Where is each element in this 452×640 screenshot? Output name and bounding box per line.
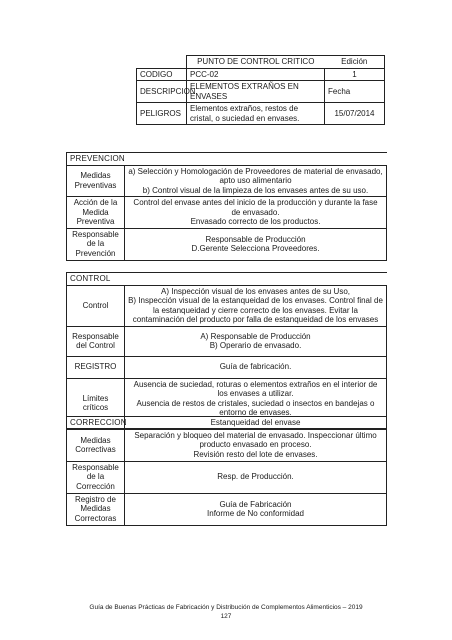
registro-content: Guía de fabricación. <box>125 356 387 378</box>
registro-medidas-content <box>125 493 387 525</box>
fecha-value: 15/07/2014 <box>325 103 385 125</box>
prevencion-table <box>66 152 387 261</box>
accion-medida-line-2: Envasado correcto de los productos. <box>190 217 321 226</box>
fecha-label: Fecha <box>325 81 385 103</box>
control-line-b: B) Inspección visual de la estanqueidad de los envases. Control final de la estanqueidad y cierre correcto de los envases. Evitar la contaminación del producto por falla de estanqueidad de los envases <box>128 296 383 324</box>
accion-medida-line-1: Control del envase antes del inicio de la producción y durante la fase de envasado. <box>133 198 378 217</box>
control-content <box>125 285 387 326</box>
edition-label: Edición <box>325 56 385 69</box>
responsable-correccion-label: Responsable de la Corrección <box>67 461 125 493</box>
responsable-prevencion-label: Responsable de la Prevención <box>67 228 125 260</box>
registro-label: REGISTRO <box>67 356 125 378</box>
descripcion-value: ELEMENTOS EXTRAÑOS EN ENVASES <box>187 81 325 103</box>
footer-text: Guía de Buenas Prácticas de Fabricación y Distribución de Complementos Alimenticios – 2019 <box>89 604 363 611</box>
limites-line-1: Ausencia de suciedad, roturas o elementos extraños en el interior de los envases a utilizar. <box>133 379 378 398</box>
medidas-preventivas-line-b: b) Control visual de la limpieza de los envases antes de su uso. <box>142 185 369 195</box>
page-number: 127 <box>220 613 232 620</box>
control-title: CONTROL <box>67 273 125 286</box>
header-title: PUNTO DE CONTROL CRITICO <box>187 56 325 69</box>
correccion-table <box>66 416 387 526</box>
medidas-correctivas-label: Medidas Correctivas <box>67 429 125 461</box>
edition-value: 1 <box>325 68 385 81</box>
medidas-correctivas-line-2: Revisión resto del lote de envases. <box>193 449 318 459</box>
registro-medidas-label: Registro de Medidas Correctoras <box>67 493 125 525</box>
control-table <box>66 272 387 429</box>
codigo-value: PCC-02 <box>187 68 325 81</box>
medidas-correctivas-content <box>125 429 387 461</box>
registro-medidas-line-1: Guía de Fabricación <box>219 499 292 509</box>
responsable-control-label: Responsable del Control <box>67 326 125 356</box>
registro-medidas-line-2: Informe de No conformidad <box>207 509 304 518</box>
medidas-preventivas-line-a: a) Selección y Homologación de Proveedores de material de envasado, apto uso alimentario <box>128 166 383 185</box>
medidas-preventivas-content <box>125 165 387 197</box>
limites-criticos-label: Límites críticos <box>67 378 125 429</box>
accion-medida-label: Acción de la Medida Preventiva <box>67 197 125 229</box>
medidas-preventivas-label: Medidas Preventivas <box>67 165 125 197</box>
responsable-prevencion-content <box>125 228 387 260</box>
responsable-correccion-content: Resp. de Producción. <box>125 461 387 493</box>
responsable-prevencion-line-2: D.Gerente Selecciona Proveedores. <box>191 244 320 253</box>
limites-line-3: Estanqueidad del envase <box>210 417 301 427</box>
limites-line-2: Ausencia de restos de cristales, suciedad o insectos en bandejas o entorno de envases. <box>136 398 375 417</box>
codigo-label: CODIGO <box>137 68 187 81</box>
responsable-control-line-b: B) Operario de envasado. <box>209 341 302 350</box>
responsable-control-line-a: A) Responsable de Producción <box>200 331 311 341</box>
accion-medida-content <box>125 197 387 229</box>
correccion-title: CORRECCION <box>67 417 125 430</box>
descripcion-label: DESCRIPCION <box>137 81 187 103</box>
responsable-prevencion-line-1: Responsable de Producción <box>205 234 306 244</box>
responsable-control-content <box>125 326 387 356</box>
peligros-value: Elementos extraños, restos de cristal, o suciedad en envases. <box>187 103 325 125</box>
control-label: Control <box>67 285 125 326</box>
prevencion-title: PREVENCION <box>67 153 125 166</box>
control-line-a: A) Inspección visual de los envases antes de su Uso, <box>161 286 350 296</box>
header-table <box>136 55 385 125</box>
peligros-label: PELIGROS <box>137 103 187 125</box>
medidas-correctivas-line-1: Separación y bloqueo del material de envasado. Inspeccionar último producto envasado en proceso. <box>134 430 377 450</box>
